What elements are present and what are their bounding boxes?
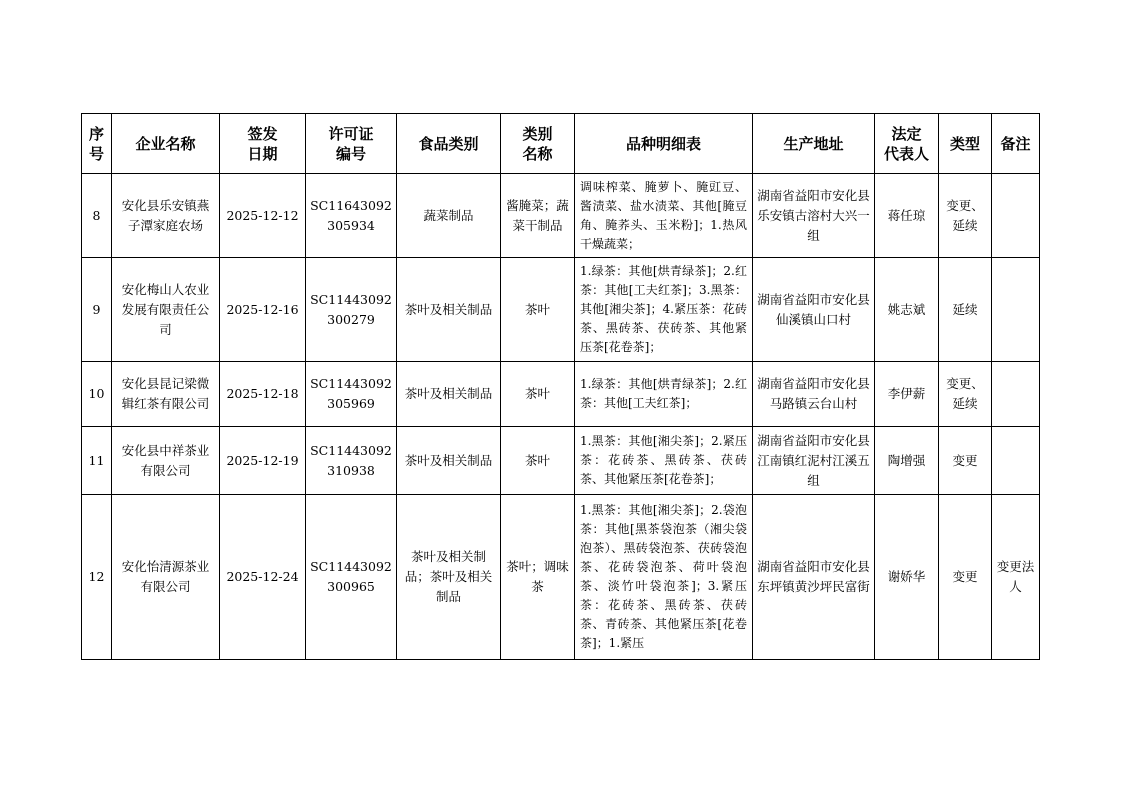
header-license: 许可证 编号 xyxy=(306,114,397,174)
header-food-category: 食品类别 xyxy=(397,114,501,174)
cell-detail-text: 调味榨菜、腌萝卜、腌豇豆、酱渍菜、盐水渍菜、其他[腌豆角、腌荞头、玉米粉]；1.热风干燥蔬菜； xyxy=(580,179,747,251)
cell-food-category: 茶叶及相关制品 xyxy=(397,258,501,362)
cell-category-name: 酱腌菜；蔬菜干制品 xyxy=(501,174,575,258)
header-row xyxy=(82,114,1040,174)
header-date: 签发 日期 xyxy=(220,114,306,174)
cell-company: 安化怡清源茶业有限公司 xyxy=(112,495,220,660)
cell-legal-rep: 蒋任琼 xyxy=(875,174,939,258)
cell-category-name: 茶叶 xyxy=(501,258,575,362)
cell-category-name: 茶叶 xyxy=(501,362,575,427)
header-legal-rep: 法定 代表人 xyxy=(875,114,939,174)
cell-detail-text: 1.绿茶：其他[烘青绿茶]；2.红茶：其他[工夫红茶]；3.黑茶：其他[湘尖茶]；4.紧压茶：花砖茶、黑砖茶、茯砖茶、其他紧压茶[花卷茶]； xyxy=(580,264,747,354)
header-category-name: 类别 名称 xyxy=(501,114,575,174)
cell-legal-rep: 谢娇华 xyxy=(875,495,939,660)
cell-remark xyxy=(992,362,1040,427)
cell-company: 安化县昆记梁微辑红茶有限公司 xyxy=(112,362,220,427)
cell-address: 湖南省益阳市安化县马路镇云台山村 xyxy=(753,362,875,427)
cell-detail xyxy=(575,427,753,495)
cell-food-category: 茶叶及相关制品 xyxy=(397,362,501,427)
cell-category-name: 茶叶；调味茶 xyxy=(501,495,575,660)
cell-food-category: 茶叶及相关制品 xyxy=(397,427,501,495)
cell-seq: 9 xyxy=(82,258,112,362)
cell-address: 湖南省益阳市安化县江南镇红泥村江溪五组 xyxy=(753,427,875,495)
cell-legal-rep: 李伊薪 xyxy=(875,362,939,427)
cell-category-name: 茶叶 xyxy=(501,427,575,495)
header-company: 企业名称 xyxy=(112,114,220,174)
cell-date: 2025-12-19 xyxy=(220,427,306,495)
cell-detail-text: 1.黑茶：其他[湘尖茶]；2.紧压茶：花砖茶、黑砖茶、茯砖茶、其他紧压茶[花卷茶]； xyxy=(580,434,747,486)
cell-date: 2025-12-18 xyxy=(220,362,306,427)
header-type: 类型 xyxy=(939,114,992,174)
cell-legal-rep: 陶增强 xyxy=(875,427,939,495)
cell-type: 变更、延续 xyxy=(939,174,992,258)
cell-license: SC11443092305969 xyxy=(306,362,397,427)
cell-detail xyxy=(575,258,753,362)
cell-seq: 10 xyxy=(82,362,112,427)
cell-type: 延续 xyxy=(939,258,992,362)
cell-company: 安化县乐安镇燕子潭家庭农场 xyxy=(112,174,220,258)
cell-license: SC11443092310938 xyxy=(306,427,397,495)
table-row xyxy=(82,427,1040,495)
license-table xyxy=(81,113,1040,660)
header-detail: 品种明细表 xyxy=(575,114,753,174)
cell-seq: 8 xyxy=(82,174,112,258)
cell-remark xyxy=(992,174,1040,258)
cell-date: 2025-12-12 xyxy=(220,174,306,258)
header-seq: 序 号 xyxy=(82,114,112,174)
cell-address: 湖南省益阳市安化县乐安镇古溶村大兴一组 xyxy=(753,174,875,258)
header-remark: 备注 xyxy=(992,114,1040,174)
cell-detail xyxy=(575,362,753,427)
cell-remark xyxy=(992,427,1040,495)
cell-type: 变更 xyxy=(939,427,992,495)
cell-company: 安化县中祥茶业有限公司 xyxy=(112,427,220,495)
cell-date: 2025-12-16 xyxy=(220,258,306,362)
cell-legal-rep: 姚志斌 xyxy=(875,258,939,362)
cell-detail xyxy=(575,495,753,660)
cell-remark xyxy=(992,258,1040,362)
header-address: 生产地址 xyxy=(753,114,875,174)
cell-type: 变更 xyxy=(939,495,992,660)
table-row xyxy=(82,174,1040,258)
table-row xyxy=(82,495,1040,660)
cell-detail-text: 1.绿茶：其他[烘青绿茶]；2.红茶：其他[工夫红茶]； xyxy=(580,377,747,410)
cell-license: SC11443092300279 xyxy=(306,258,397,362)
cell-seq: 12 xyxy=(82,495,112,660)
cell-detail xyxy=(575,174,753,258)
cell-food-category: 蔬菜制品 xyxy=(397,174,501,258)
cell-license: SC11443092300965 xyxy=(306,495,397,660)
table-row xyxy=(82,258,1040,362)
cell-type: 变更、延续 xyxy=(939,362,992,427)
cell-remark: 变更法人 xyxy=(992,495,1040,660)
cell-food-category: 茶叶及相关制品；茶叶及相关制品 xyxy=(397,495,501,660)
cell-license: SC11643092305934 xyxy=(306,174,397,258)
cell-company: 安化梅山人农业发展有限责任公司 xyxy=(112,258,220,362)
table-row xyxy=(82,362,1040,427)
cell-date: 2025-12-24 xyxy=(220,495,306,660)
cell-address: 湖南省益阳市安化县仙溪镇山口村 xyxy=(753,258,875,362)
cell-seq: 11 xyxy=(82,427,112,495)
cell-address: 湖南省益阳市安化县东坪镇黄沙坪民富街 xyxy=(753,495,875,660)
cell-detail-text: 1.黑茶：其他[湘尖茶]；2.袋泡茶：其他[黑茶袋泡茶（湘尖袋泡茶）、黑砖袋泡茶、茯砖袋泡茶、花砖袋泡茶、荷叶袋泡茶、淡竹叶袋泡茶]；3.紧压茶：花砖茶、黑砖茶、茯砖茶、青砖茶、其他紧压茶[花卷茶]；1.紧压 xyxy=(580,503,747,650)
